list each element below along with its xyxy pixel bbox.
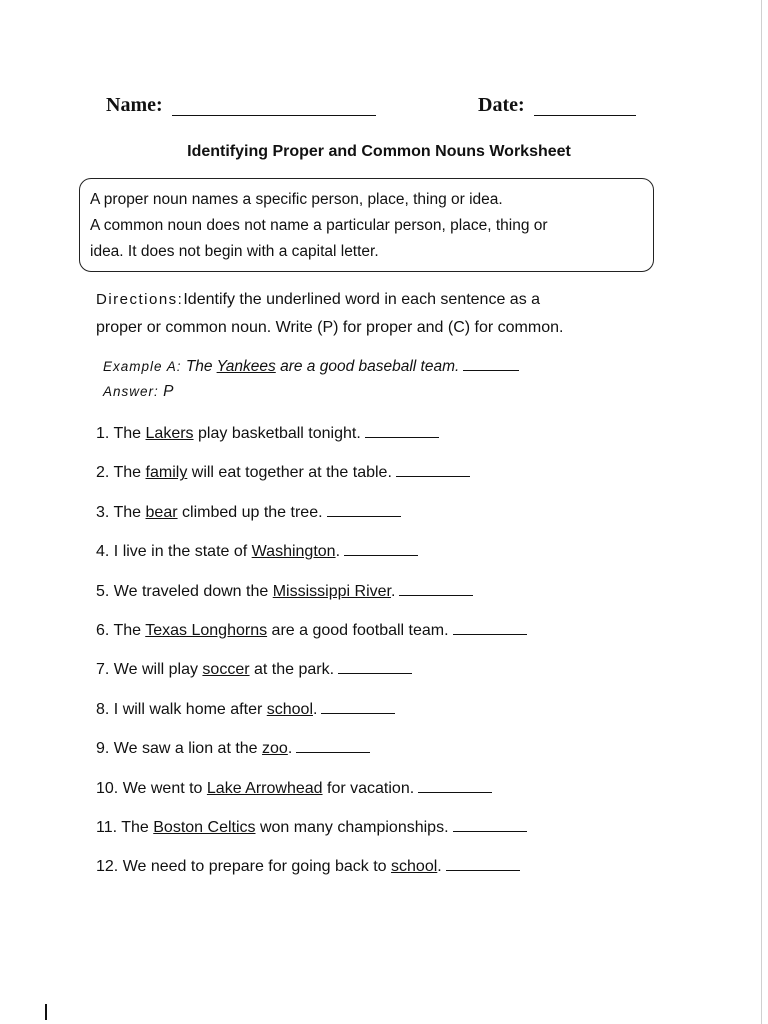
answer-blank[interactable] [418, 780, 492, 793]
directions [96, 286, 656, 342]
definition-line-2: A common noun does not name a particular person, place, thing or [90, 217, 548, 234]
question-text-before: I will walk home after [113, 700, 263, 718]
example-answer [103, 379, 519, 404]
answer-blank[interactable] [446, 858, 520, 871]
question-item [96, 578, 716, 617]
definition-line-3: idea. It does not begin with a capital letter. [90, 243, 379, 260]
question-text-before: We need to prepare for going back to [122, 858, 387, 876]
directions-text-1: Identify the underlined word in each sentence as a [183, 291, 541, 308]
question-text-before: We went to [122, 779, 203, 797]
question-number: 7. [96, 661, 110, 679]
answer-blank[interactable] [396, 464, 470, 477]
question-list [96, 420, 716, 893]
question-noun: Lake Arrowhead [206, 779, 323, 797]
question-text-after: . [437, 858, 442, 876]
question-text-after: . [313, 700, 318, 718]
question-number: 9. [96, 740, 110, 758]
question-number: 4. [96, 543, 110, 561]
example-label: Example A: [103, 359, 182, 374]
question-number: 11. [96, 818, 118, 836]
question-text-after: . [390, 582, 396, 600]
question-noun: Texas Longhorns [145, 621, 268, 639]
answer-blank[interactable] [296, 740, 370, 753]
question-item [96, 617, 716, 656]
question-number: 5. [96, 582, 110, 600]
question-item [96, 420, 716, 459]
question-noun: Boston Celtics [153, 818, 256, 836]
date-field-line[interactable] [534, 115, 636, 116]
answer-blank[interactable] [453, 819, 527, 832]
question-text-before: The [121, 818, 149, 836]
question-item [96, 538, 716, 577]
question-number: 1. [96, 425, 110, 442]
example-sentence [103, 354, 519, 379]
question-noun: soccer [202, 661, 250, 679]
question-text-after: at the park. [254, 661, 335, 679]
question-item [96, 775, 716, 814]
question-item [96, 499, 716, 538]
question-noun: bear [145, 503, 178, 521]
question-text-before: We will play [113, 661, 198, 679]
question-noun: family [145, 464, 188, 482]
question-text-before: The [113, 503, 142, 521]
question-noun: Mississippi River [272, 582, 391, 600]
example-block [103, 354, 519, 404]
definition-line-1: A proper noun names a specific person, place, thing or idea. [90, 191, 503, 208]
name-field-line[interactable] [172, 115, 376, 116]
question-noun: zoo [262, 740, 288, 758]
answer-blank[interactable] [338, 661, 412, 674]
question-text-after: won many championships. [259, 818, 449, 836]
question-text-after: climbed up the tree. [182, 503, 323, 521]
question-noun: Lakers [145, 425, 194, 442]
name-label: Name: [106, 94, 163, 116]
date-label: Date: [478, 94, 525, 116]
example-noun: Yankees [216, 358, 276, 375]
question-noun: school [391, 858, 438, 876]
question-text-after: will eat together at the table. [191, 464, 392, 482]
question-text-after: are a good football team. [271, 621, 449, 639]
question-text-before: I live in the state of [113, 543, 248, 561]
question-number: 2. [96, 464, 110, 482]
answer-blank[interactable] [327, 504, 401, 517]
question-item [96, 853, 716, 892]
example-answer-label: Answer: [103, 384, 159, 399]
question-item [96, 459, 716, 498]
directions-label: Directions: [96, 291, 184, 308]
answer-blank[interactable] [399, 583, 473, 596]
question-text-before: The [113, 464, 142, 482]
answer-blank[interactable] [365, 425, 439, 438]
definition-box [79, 178, 654, 272]
question-item [96, 656, 716, 695]
question-text-before: We saw a lion at the [113, 740, 258, 758]
example-answer-blank[interactable] [463, 358, 519, 371]
example-answer-value: P [163, 383, 174, 400]
question-noun: Washington [251, 543, 336, 561]
scan-mark [45, 1004, 47, 1020]
question-number: 6. [96, 621, 110, 639]
question-text-before: The [113, 621, 142, 639]
question-item [96, 814, 716, 853]
page-edge-divider [761, 0, 762, 1024]
example-before: The [185, 358, 213, 375]
question-text-after: for vacation. [327, 779, 415, 797]
question-item [96, 696, 716, 735]
answer-blank[interactable] [344, 543, 418, 556]
question-noun: school [266, 700, 313, 718]
question-text-after: play basketball tonight. [198, 425, 361, 442]
header-row [106, 92, 646, 122]
question-text-after: . [287, 740, 293, 758]
question-text-before: The [113, 425, 142, 442]
answer-blank[interactable] [453, 622, 527, 635]
question-number: 12. [96, 858, 119, 876]
question-number: 10. [96, 779, 119, 797]
question-text-after: . [335, 543, 341, 561]
answer-blank[interactable] [321, 701, 395, 714]
directions-text-2: proper or common noun. Write (P) for proper and (C) for common. [96, 319, 564, 336]
question-number: 3. [96, 503, 110, 521]
question-text-before: We traveled down the [113, 582, 269, 600]
question-number: 8. [96, 700, 110, 718]
question-item [96, 735, 716, 774]
example-after: are a good baseball team. [280, 358, 460, 375]
worksheet-title: Identifying Proper and Common Nouns Worksheet [187, 143, 571, 160]
